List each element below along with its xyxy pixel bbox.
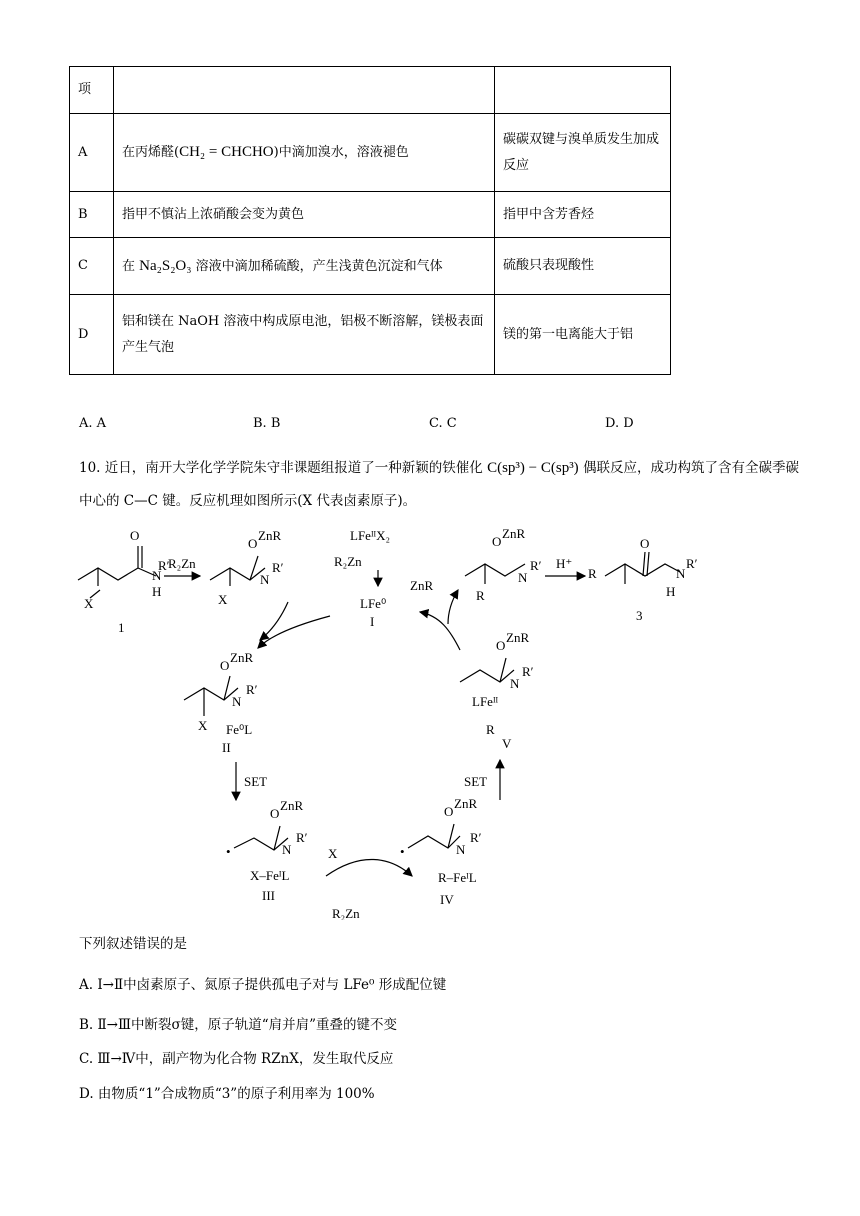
svg-text:R: R [588, 566, 597, 581]
op-formula: CH₂ = CHCHO [179, 144, 274, 160]
svg-text:H: H [666, 584, 676, 599]
row-conclusion: 硫酸只表现酸性 [495, 238, 671, 295]
header-cell-operation [114, 67, 495, 114]
op-formula: Na₂S₂O₃ [139, 257, 192, 274]
svg-text:R′: R′ [686, 556, 698, 571]
row-operation [114, 238, 495, 295]
label-set-1: SET [244, 774, 268, 789]
stem-text: 10. 近日，南开大学化学学院朱守非课题组报道了一种新颖的铁催化 [79, 460, 488, 476]
table-header-row [70, 67, 671, 114]
option-c[interactable]: C. C [429, 416, 457, 431]
header-cell-item: 项 [70, 67, 114, 114]
question-9-table [69, 66, 671, 375]
answer-c[interactable]: C. Ⅲ→Ⅳ中，副产物为化合物 RZnX，发生取代反应 [79, 1051, 394, 1067]
svg-text:N: N [260, 572, 270, 587]
svg-text:ZnR: ZnR [230, 650, 254, 665]
svg-text:O: O [492, 534, 502, 549]
svg-text:ZnR: ZnR [506, 630, 530, 645]
table-row [70, 114, 671, 192]
question-10-stem [79, 452, 799, 518]
svg-text:O: O [270, 806, 280, 821]
svg-text:X: X [198, 718, 208, 733]
svg-text:Fe⁰L: Fe⁰L [226, 722, 253, 737]
arrow-to-product [448, 590, 458, 624]
svg-text:ZnR: ZnR [280, 798, 304, 813]
answer-a[interactable]: A. Ⅰ→Ⅱ中卤素原子、氮原子提供孤电子对与 LFe⁰ 形成配位键 [79, 977, 447, 993]
svg-text:O: O [248, 536, 258, 551]
label-x: X [328, 846, 338, 861]
row-operation [114, 114, 495, 192]
op-text: 指甲不慎沾上浓硝酸会变为黄色 [122, 206, 305, 222]
svg-text:O: O [640, 536, 650, 551]
answer-b[interactable]: B. Ⅱ→Ⅲ中断裂σ键，原子轨道“肩并肩”重叠的键不变 [79, 1017, 398, 1033]
intermediate-V-skeleton [460, 670, 514, 682]
label-set-2: SET [464, 774, 488, 789]
row-label: B [70, 192, 114, 238]
svg-text:R′: R′ [246, 682, 258, 697]
op-text: )中滴加溴水，溶液褪色 [273, 145, 409, 160]
row-conclusion: 指甲中含芳香烃 [495, 192, 671, 238]
intermediate-II-skeleton [184, 688, 238, 700]
answer-d[interactable]: D. 由物质“1”合成物质“3”的原子利用率为 100% [79, 1086, 375, 1102]
svg-text:O: O [496, 638, 506, 653]
row-label: D [70, 295, 114, 375]
svg-text:X: X [84, 596, 94, 611]
svg-text:N: N [282, 842, 292, 857]
znr-byproduct: ZnR [410, 578, 434, 593]
svg-text:R′: R′ [470, 830, 482, 845]
row-operation [114, 192, 495, 238]
intermediate-IV-skeleton [408, 836, 460, 848]
table-row [70, 192, 671, 238]
svg-text:R′: R′ [530, 558, 542, 573]
svg-text:LFeᴵᴵ: LFeᴵᴵ [472, 694, 499, 709]
row-conclusion: 镁的第一电离能大于铝 [495, 295, 671, 375]
label-IV: IV [440, 892, 454, 907]
svg-text:N: N [510, 676, 520, 691]
svg-text:R: R [486, 722, 495, 737]
label-II: II [222, 740, 231, 755]
option-d[interactable]: D. D [605, 416, 634, 431]
op-text: 在丙烯醛( [122, 145, 180, 160]
op-text: 在 [122, 258, 140, 274]
svg-text:X: X [218, 592, 228, 607]
intermediate-right-skeleton [465, 564, 525, 576]
row-label: A [70, 114, 114, 192]
reagent-r2zn-bottom: R₂Zn [332, 906, 360, 920]
header-cell-conclusion [495, 67, 671, 114]
label-I: I [370, 614, 375, 629]
arrow-cycle-1 [260, 602, 288, 640]
table-row [70, 238, 671, 295]
svg-text:X–FeᴵL: X–FeᴵL [250, 868, 290, 883]
table-row [70, 295, 671, 375]
svg-text:R′: R′ [272, 560, 284, 575]
label-V: V [502, 736, 512, 751]
svg-text:•: • [400, 844, 405, 859]
svg-text:R′: R′ [296, 830, 308, 845]
intermediate-III-skeleton [234, 838, 288, 850]
svg-text:N: N [232, 694, 242, 709]
svg-text:O: O [444, 804, 454, 819]
stem-text: 偶联反应，成功构筑了含有全碳季碳中心的 C—C 键。反应机理如图所示(X 代表卤素原子)。 [79, 460, 799, 509]
svg-text:ZnR: ZnR [454, 796, 478, 811]
svg-text:R′: R′ [158, 558, 170, 573]
row-label: C [70, 238, 114, 295]
svg-text:ZnR: ZnR [258, 528, 282, 543]
row-conclusion: 碳碳双键与溴单质发生加成反应 [495, 114, 671, 192]
option-a[interactable]: A. A [79, 416, 107, 431]
svg-text:O: O [130, 528, 140, 543]
arrow-to-I [420, 612, 460, 650]
svg-text:N: N [676, 566, 686, 581]
op-text: 溶液中滴加稀硫酸，产生浅黄色沉淀和气体 [191, 258, 443, 274]
catalyst-lfe0: LFe⁰ [360, 596, 387, 611]
svg-text:R–FeᴵL: R–FeᴵL [438, 870, 477, 885]
reagent-r2zn-top: R₂Zn [334, 554, 362, 569]
svg-text:R: R [476, 588, 485, 603]
reaction-mechanism-diagram [60, 520, 800, 920]
arrow-iii-iv [326, 859, 412, 876]
svg-text:R′: R′ [522, 664, 534, 679]
svg-text:N: N [456, 842, 466, 857]
reagent-r2zn: R₂Zn [168, 556, 196, 571]
svg-text:N: N [518, 570, 528, 585]
intermediate-skeleton [210, 568, 265, 580]
catalyst-lfe2x2: LFeᴵᴵX₂ [350, 528, 391, 543]
svg-text:H: H [152, 584, 162, 599]
label-III: III [262, 888, 275, 903]
compound-3-skeleton [605, 564, 680, 576]
option-b[interactable]: B. B [253, 416, 281, 431]
compound-1-skeleton [78, 568, 156, 580]
row-operation: 铝和镁在 NaOH 溶液中构成原电池，铝极不断溶解，镁极表面产生气泡 [114, 295, 495, 375]
svg-text:ZnR: ZnR [502, 526, 526, 541]
question-10-prompt: 下列叙述错误的是 [79, 936, 187, 952]
stem-formula: C(sp³) − C(sp³) [487, 460, 579, 476]
label-compound-3: 3 [636, 608, 643, 623]
svg-text:O: O [220, 658, 230, 673]
svg-text:N: N [152, 568, 162, 583]
label-compound-1: 1 [118, 620, 125, 635]
svg-text:•: • [226, 844, 231, 859]
reagent-hplus: H⁺ [556, 556, 573, 571]
